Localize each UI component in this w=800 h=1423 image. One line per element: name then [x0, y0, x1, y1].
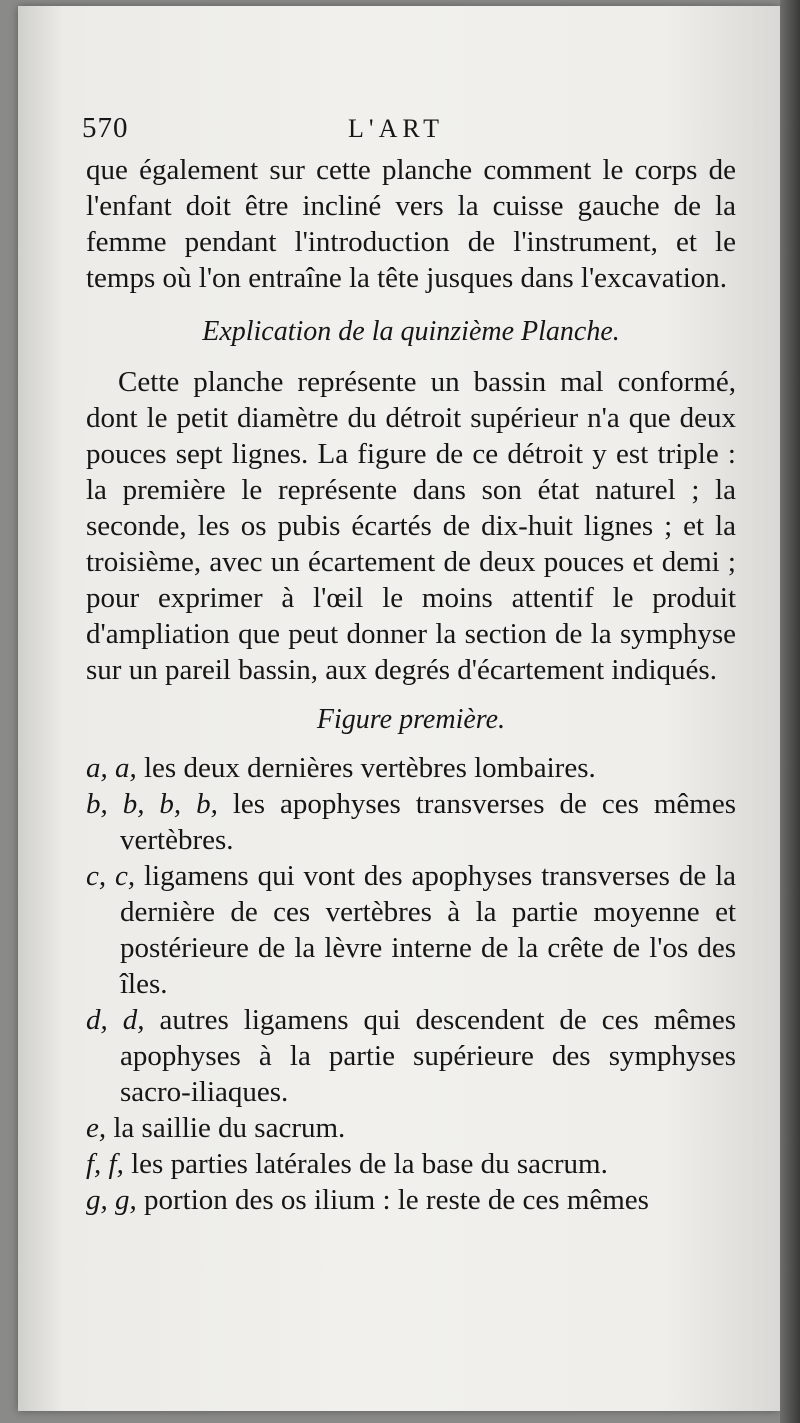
legend-letters: f, f, — [86, 1148, 124, 1180]
page-header — [80, 112, 720, 148]
legend-text: les deux dernières vertèbres lombaires. — [144, 752, 596, 784]
legend-letters: a, a, — [86, 752, 137, 784]
intro-paragraph: que également sur cette planche comment le corps de l'enfant doit être incliné vers la cuisse gauche de la femme pendant l'introduction de l'instrument, et le temps où l'on entraîne la tête jusques dans l'excavation. — [86, 154, 736, 294]
section-paragraph: Cette planche représente un bassin mal conformé, dont le petit diamètre du détroit supérieur n'a que deux pouces sept lignes. La figure de ce détroit y est triple : la première le représente dans son état naturel ; la seconde, les os pubis écartés de dix-huit lignes ; et la troisième, avec un écartement de deux pouces et demi ; pour exprimer à l'œil le moins attentif le produit d'ampliation que peut donner la section de la symphyse sur un pareil bassin, aux degrés d'écartement indiqués. — [86, 366, 736, 686]
page-text — [86, 152, 736, 1218]
legend-text: les parties latérales de la base du sacrum. — [131, 1148, 608, 1180]
legend-item — [86, 786, 736, 858]
page-number: 570 — [82, 112, 129, 144]
legend-item — [86, 1002, 736, 1110]
legend-item — [86, 750, 736, 786]
section-heading: Explication de la quinzième Planche. — [202, 316, 620, 347]
legend-item — [86, 858, 736, 1002]
legend-item — [86, 1110, 736, 1146]
legend-letters: d, d, — [86, 1004, 145, 1036]
running-head: L'ART — [348, 114, 445, 143]
legend-item — [86, 1146, 736, 1182]
page-edge-shadow — [780, 0, 800, 1423]
legend-text: la saillie du sacrum. — [113, 1112, 346, 1144]
legend-letters: e, — [86, 1112, 107, 1144]
legend-letters: c, c, — [86, 860, 136, 892]
figure-heading: Figure première. — [316, 704, 506, 735]
legend-letters: g, g, — [86, 1184, 137, 1216]
legend-text: autres ligamens qui descendent de ces mêmes apophyses à la partie supérieure des symphyses sacro-iliaques. — [120, 1004, 736, 1108]
legend-list — [86, 750, 736, 1218]
legend-text: ligamens qui vont des apophyses transverses de la dernière de ces vertèbres à la partie moyenne et postérieure de la lèvre interne de la crête de l'os des îles. — [120, 860, 737, 1000]
legend-item — [86, 1182, 736, 1218]
legend-text: les apophyses transverses de ces mêmes vertèbres. — [120, 788, 736, 856]
legend-letters: b, b, b, b, — [86, 788, 218, 820]
legend-text: portion des os ilium : le reste de ces mêmes — [144, 1184, 649, 1216]
